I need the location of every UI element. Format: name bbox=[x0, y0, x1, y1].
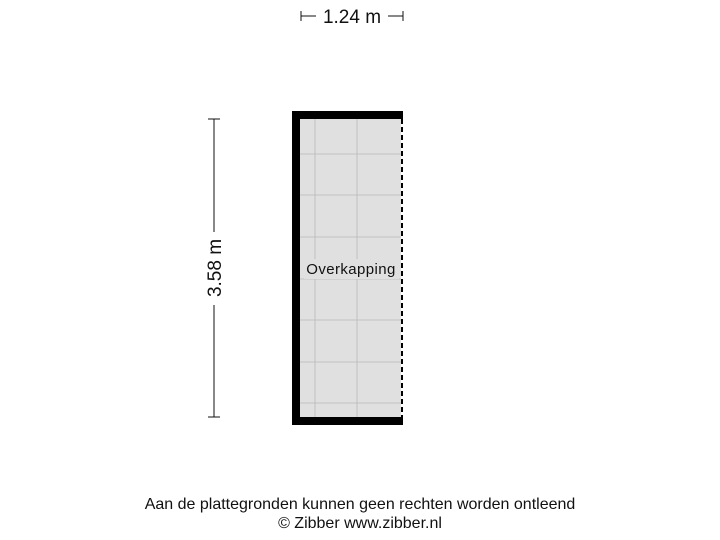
height-dimension-label: 3.58 m bbox=[205, 238, 226, 298]
width-dimension-label: 1.24 m bbox=[322, 7, 382, 28]
disclaimer-text: Aan de plattegronden kunnen geen rechten worden ontleend bbox=[144, 496, 576, 513]
width-dimension bbox=[301, 7, 403, 28]
wall-left bbox=[292, 111, 300, 425]
copyright-text: © Zibber www.zibber.nl bbox=[278, 515, 442, 532]
wall-top bbox=[292, 111, 403, 119]
wall-bottom bbox=[292, 417, 403, 425]
room-label: Overkapping bbox=[306, 261, 396, 278]
room-overkapping bbox=[292, 111, 403, 425]
height-dimension bbox=[205, 119, 226, 417]
